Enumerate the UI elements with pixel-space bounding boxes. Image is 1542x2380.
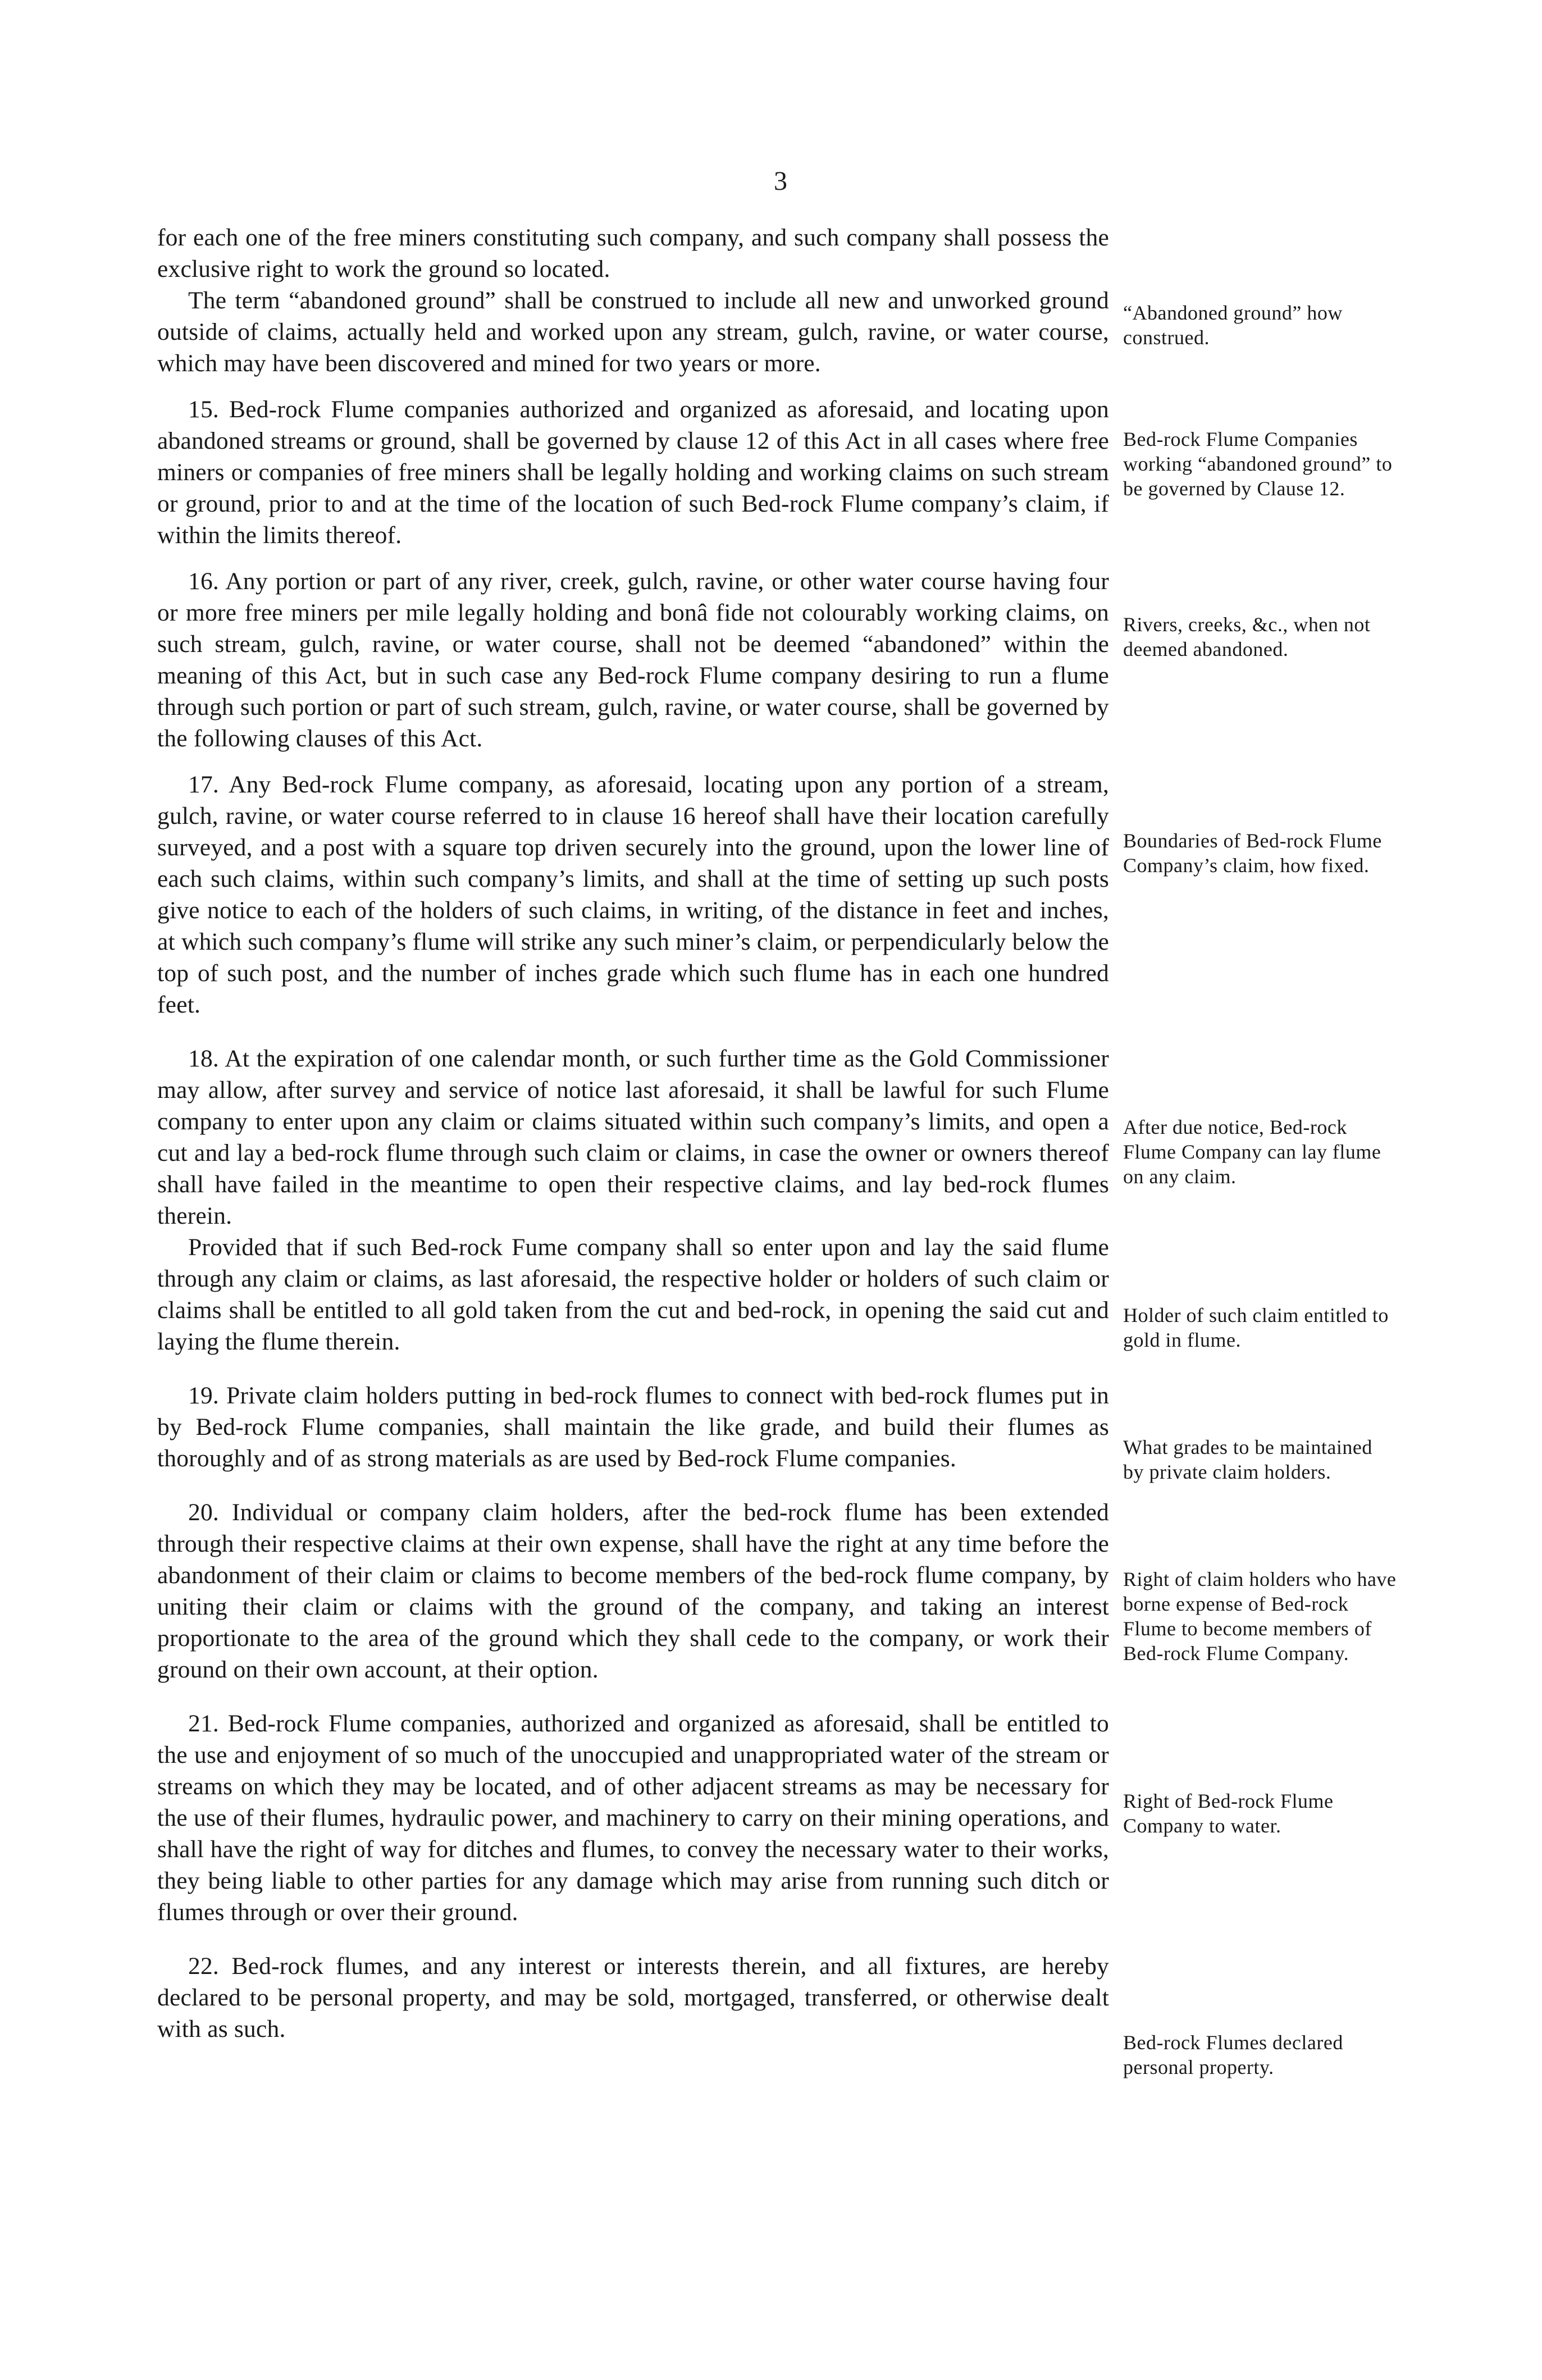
main-text-column (157, 222, 1109, 2045)
paragraph-17: 17. Any Bed-rock Flume company, as aforesaid, locating upon any portion of a stream, gulch, ravine, or water course referred to in clause 16 hereof shall have their location carefully surveyed, and a post with a square top driven securely into the ground, upon the lower line of each such claims, within such company’s limits, and shall at the time of setting up such posts give notice to each of the holders of such claims, in writing, of the distance in feet and inches, at which such company’s flume will strike any such miner’s claim, or perpendicularly below the top of such post, and the number of inches grade which such flume has in each one hundred feet. (157, 771, 1109, 1018)
paragraph-15: 15. Bed-rock Flume companies authorized and organized as aforesaid, and locating upon abandoned streams or ground, shall be governed by clause 12 of this Act in all cases where free miners or companies of free miners shall be legally holding and working claims on such stream or ground, prior to and at the time of the location of such Bed-rock Flume company’s claim, if within the limits thereof. (157, 396, 1109, 549)
side-note-after-notice: After due notice, Bed-rock Flume Company can lay flume on any claim. (1123, 1116, 1381, 1188)
side-note-abandoned-ground: “Abandoned ground” how construed. (1123, 302, 1343, 349)
side-note-personal-property: Bed-rock Flumes declared personal property. (1123, 2031, 1343, 2078)
side-note-water-right: Right of Bed-rock Flume Company to water. (1123, 1790, 1334, 1837)
paragraph-19: 19. Private claim holders putting in bed-rock flumes to connect with bed-rock flumes put in by Bed-rock Flume companies, shall maintain the like grade, and build their flumes as thoroughly and of as strong materials as are used by Bed-rock Flume companies. (157, 1382, 1109, 1472)
paragraph-22: 22. Bed-rock flumes, and any interest or interests therein, and all fixtures, are hereby declared to be personal property, and may be sold, mortgaged, transferred, or otherwise dealt with as such. (157, 1953, 1109, 2042)
paragraph-20: 20. Individual or company claim holders, after the bed-rock flume has been extended through their respective claims at their own expense, shall have the right at any time before the abandonment of their claim or claims to become members of the bed-rock flume company, by uniting their claim or claims with the ground of the company, and taking an interest proportionate to the area of the ground which they shall cede to the company, or work their ground on their own account, at their option. (157, 1499, 1109, 1683)
paragraph-18-proviso: Provided that if such Bed-rock Fume company shall so enter upon and lay the said flume through any claim or claims, as last aforesaid, the respective holder or holders of such claim or claims shall be entitled to all gold taken from the cut and bed-rock, in opening the said cut and laying the flume therein. (157, 1234, 1109, 1355)
page-number: 3 (774, 166, 787, 196)
paragraph-abandoned-ground: The term “abandoned ground” shall be construed to include all new and unworked ground outside of claims, actually held and worked upon any stream, gulch, ravine, or water course, which may have been discovered and mined for two years or more. (157, 287, 1109, 377)
side-note-clause-12: Bed-rock Flume Companies working “abandoned ground” to be governed by Clause 12. (1123, 428, 1393, 500)
side-note-grades: What grades to be maintained by private claim holders. (1123, 1436, 1372, 1483)
paragraph-18: 18. At the expiration of one calendar month, or such further time as the Gold Commissioner may allow, after survey and service of notice last aforesaid, it shall be lawful for such Flume company to enter upon any claim or claims situated within such company’s limits, and open a cut and lay a bed-rock flume through such claim or claims, in case the owner or owners thereof shall have failed in the meantime to open their respective claims, and lay bed-rock flumes therein. (157, 1045, 1109, 1229)
paragraph-continuation: for each one of the free miners constituting such company, and such company shall possess the exclusive right to work the ground so located. (157, 224, 1109, 282)
side-note-boundaries: Boundaries of Bed-rock Flume Company’s claim, how fixed. (1123, 829, 1382, 877)
side-note-claim-holders: Right of claim holders who have borne expense of Bed-rock Flume to become members of Bed-rock Flume Company. (1123, 1568, 1397, 1665)
paragraph-21: 21. Bed-rock Flume companies, authorized and organized as aforesaid, shall be entitled to the use and enjoyment of so much of the unoccupied and unappropriated water of the stream or streams on which they may be located, and of other adjacent streams as may be necessary for the use of their flumes, hydraulic power, and machinery to carry on their mining operations, and shall have the right of way for ditches and flumes, to convey the necessary water to their works, they being liable to other parties for any damage which may arise from running such ditch or flumes through or over their ground. (157, 1710, 1109, 1926)
paragraph-16: 16. Any portion or part of any river, creek, gulch, ravine, or other water course having four or more free miners per mile legally holding and bonâ fide not colourably working claims, on such stream, gulch, ravine, or water course, shall not be deemed “abandoned” within the meaning of this Act, but in such case any Bed-rock Flume company desiring to run a flume through such portion or part of such stream, gulch, ravine, or water course, shall be governed by the following clauses of this Act. (157, 568, 1109, 752)
side-note-not-abandoned: Rivers, creeks, &c., when not deemed abandoned. (1123, 613, 1371, 660)
side-note-holder-gold: Holder of such claim entitled to gold in flume. (1123, 1304, 1389, 1351)
